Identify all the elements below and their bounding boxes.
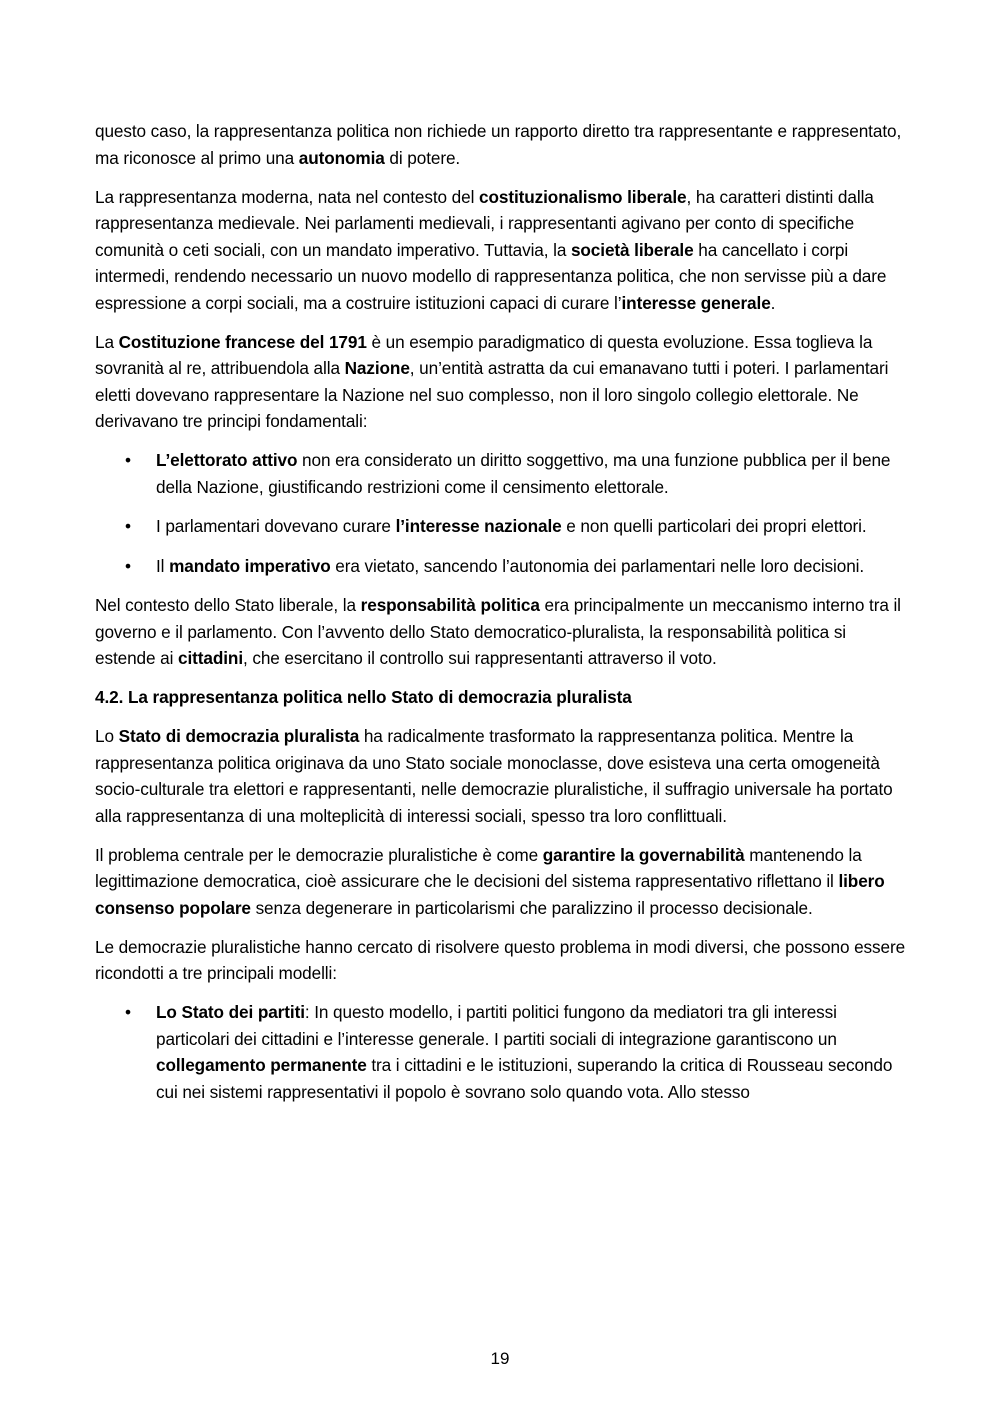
- bold-text: Lo Stato dei partiti: [156, 1002, 305, 1022]
- bold-text: mandato imperativo: [169, 555, 331, 576]
- bullet-icon: •: [125, 1002, 131, 1022]
- bold-text: l’interesse nazionale: [395, 516, 562, 536]
- text: era vietato, sancendo l’autonomia dei parlamentari nelle loro decisioni.: [330, 555, 865, 576]
- bold-text: L’elettorato attivo: [156, 450, 298, 470]
- bold-text: Nazione: [344, 358, 410, 378]
- text: mantenendo la legittimazione democratica, cioè assicurare che le decisioni del sistema rappresentativo riflettano il: [95, 844, 862, 891]
- paragraph: [95, 329, 907, 435]
- paragraph: [95, 842, 907, 922]
- text: , che esercitano il controllo sui rappresentanti attraverso il voto.: [243, 648, 717, 668]
- text: tra i cittadini e le istituzioni, superando la critica di Rousseau secondo cui nei sistemi rappresentativi il popolo è sovrano solo quando vota. Allo stesso: [156, 1055, 893, 1102]
- text: Il problema centrale per le democrazie pluralistiche è come: [95, 844, 543, 865]
- paragraph: [95, 934, 907, 987]
- bullet-list: [95, 447, 907, 579]
- bold-text: libero consenso popolare: [95, 871, 885, 918]
- text: I parlamentari dovevano curare: [156, 516, 396, 536]
- text: non era considerato un diritto soggettivo, ma una funzione pubblica per il bene della Nazione, giustificando restrizioni come il censimento elettorale.: [156, 450, 891, 497]
- bold-text: autonomia: [298, 147, 385, 168]
- text: ha radicalmente trasformato la rappresentanza politica. Mentre la rappresentanza politica originava da uno Stato sociale monoclasse, dove esisteva una certa omogeneità socio-culturale tra elettori e rappresentanti, nelle democrazie pluralistiche, il suffragio universale ha portato alla rappresentanza di una molteplicità di interessi sociali, spesso tra loro conflittuali.: [95, 726, 893, 826]
- bullet-list: [95, 999, 907, 1105]
- text: Le democrazie pluralistiche hanno cercato di risolvere questo problema in modi diversi, che possono essere ricondotti a tre principali modelli:: [95, 936, 906, 983]
- text: , ha caratteri distinti dalla rappresentanza medievale. Nei parlamenti medievali, i rappresentanti agivano per conto di specifiche comunità o ceti sociali, con un mandato imperativo. Tuttavia, la: [95, 186, 874, 260]
- list-item: [95, 999, 907, 1105]
- text: Lo: [95, 726, 119, 746]
- page-number: 19: [490, 1349, 510, 1368]
- list-item: [95, 447, 907, 500]
- bold-text: garantire la governabilità: [542, 844, 745, 865]
- bold-text: cittadini: [178, 648, 243, 668]
- bold-text: costituzionalismo liberale: [479, 186, 687, 207]
- document-page: [95, 118, 907, 1118]
- text: : In questo modello, i partiti politici fungono da mediatori tra gli interessi particolari dei cittadini e l’interesse generale. I partiti sociali di integrazione garantiscono un: [156, 1002, 837, 1049]
- text: è un esempio paradigmatico di questa evoluzione. Essa toglieva la sovranità al re, attribuendola alla: [95, 331, 873, 378]
- section-heading: 4.2. La rappresentanza politica nello Stato di democrazia pluralista: [95, 687, 632, 707]
- bold-text: collegamento permanente: [156, 1055, 367, 1075]
- text: La: [95, 331, 119, 352]
- text: .: [770, 292, 776, 313]
- bold-text: interesse generale: [621, 292, 771, 313]
- bold-text: società liberale: [570, 239, 694, 260]
- bold-text: responsabilità politica: [360, 595, 540, 615]
- list-item: [95, 513, 907, 540]
- list-item: [95, 553, 907, 580]
- text: , un’entità astratta da cui emanavano tutti i poteri. I parlamentari eletti dovevano rappresentare la Nazione nel suo complesso, non il loro singolo collegio elettorale. Ne derivavano tre principi fondamentali:: [95, 358, 889, 431]
- paragraph: [95, 592, 907, 672]
- text: questo caso, la rappresentanza politica non richiede un rapporto diretto tra rappresentante e rappresentato, ma riconosce al primo una: [95, 121, 902, 168]
- text: senza degenerare in particolarismi che paralizzino il processo decisionale.: [250, 897, 813, 918]
- text: La rappresentanza moderna, nata nel contesto del: [95, 186, 479, 207]
- paragraph: [95, 118, 907, 171]
- bold-text: Stato di democrazia pluralista: [118, 726, 360, 746]
- paragraph: [95, 184, 907, 317]
- bold-text: Costituzione francese del 1791: [118, 331, 367, 352]
- bullet-icon: •: [125, 555, 131, 576]
- bullet-icon: •: [125, 516, 131, 536]
- text: era principalmente un meccanismo interno tra il governo e il parlamento. Con l’avvento dello Stato democratico-pluralista, la responsabilità politica si estende ai: [95, 595, 901, 668]
- text: ha cancellato i corpi intermedi, rendendo necessario un nuovo modello di rappresentanza politica, che non servisse più a dare espressione a corpi sociali, ma a costruire istituzioni capaci di curare l’: [95, 239, 887, 313]
- paragraph: [95, 723, 907, 829]
- text: Nel contesto dello Stato liberale, la: [95, 595, 361, 615]
- bullet-icon: •: [125, 450, 131, 470]
- text: di potere.: [384, 147, 461, 168]
- text: Il: [156, 555, 170, 576]
- text: e non quelli particolari dei propri elettori.: [561, 516, 867, 536]
